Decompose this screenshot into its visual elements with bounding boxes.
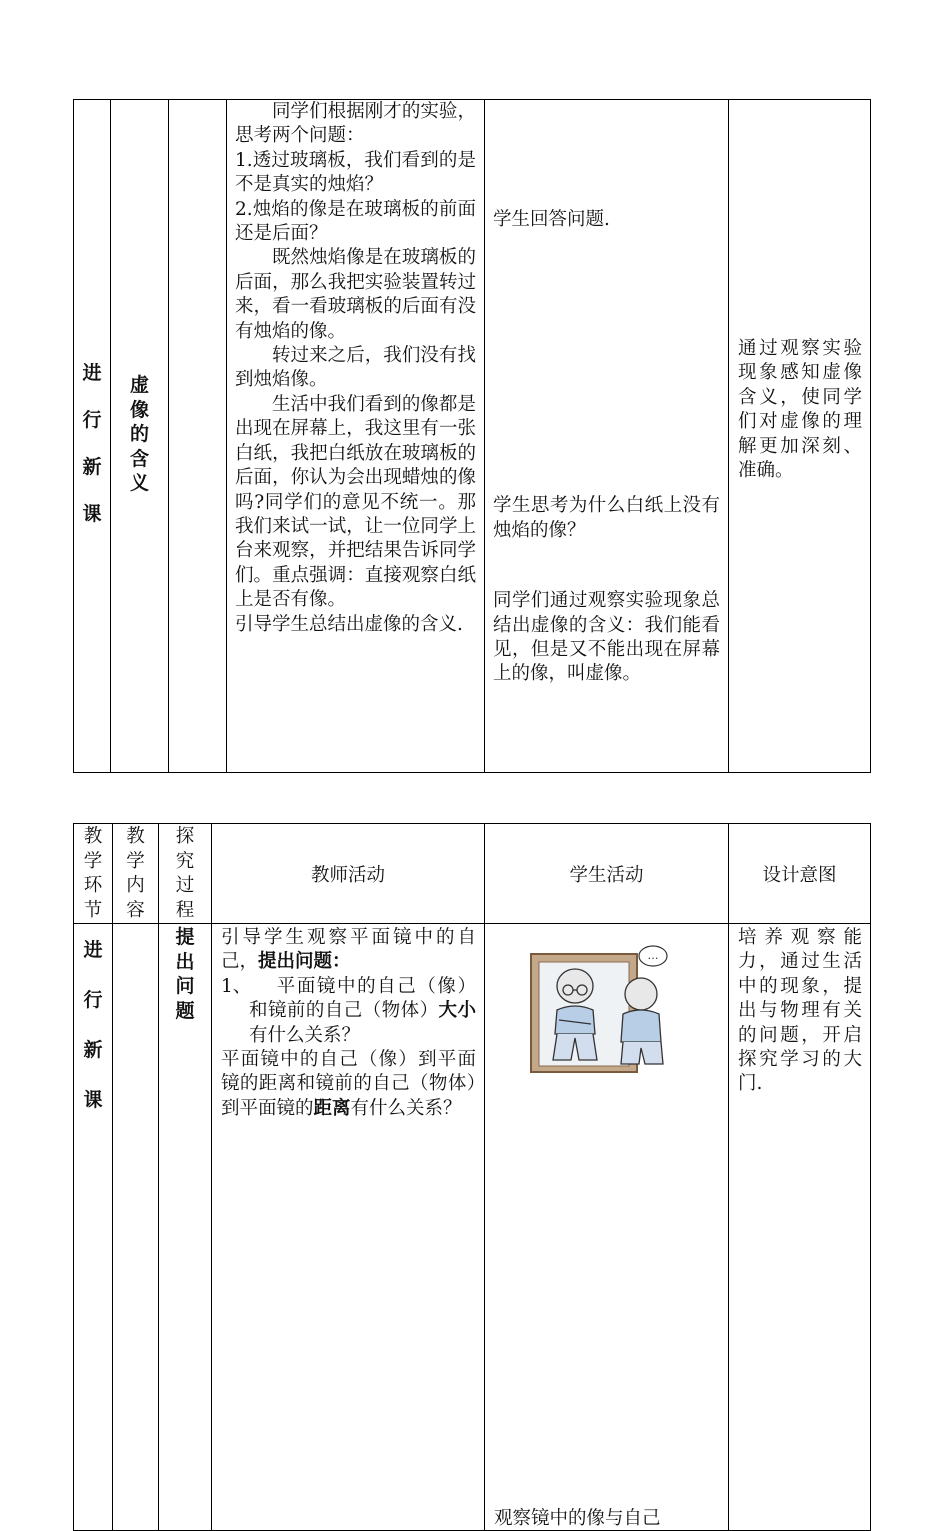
speech-bubble-text: … [647,949,659,962]
student-activity-cell [485,100,729,773]
teacher-activity [212,924,484,1121]
teacher-para-text: 平面镜中的自己（像）到平面镜的距离和镜前的自己（物体）到平面镜的 [221,1049,476,1119]
teacher-paragraph: 引导学生总结出虚像的含义. [235,613,463,635]
person-figure [621,978,663,1064]
content-cell [111,100,169,773]
speech-bubble [639,946,667,966]
stage-text: 进行新课 [83,939,103,1111]
stage-label [74,924,112,1125]
process-label [159,924,211,1023]
header-process-text: 探究过程 [175,826,195,921]
stage-cell [74,924,113,1531]
header-stage-text: 教学环节 [83,826,103,921]
content-cell [113,924,159,1531]
teacher-paragraph: 转过来之后，我们没有找到烛焰像。 [235,345,476,391]
student-activity: 观察镜中的像与自己 [494,1508,661,1529]
header-teacher: 教师活动 [212,824,485,924]
content-text: 虚像的含义 [129,374,149,494]
teacher-intro [221,926,476,975]
student-activity-cell [485,924,729,1531]
process-cell [169,100,227,773]
teacher-para-2 [221,1048,476,1121]
header-stage [74,824,113,924]
teacher-item-text-end: 有什么关系？ [249,1024,361,1046]
teacher-activity-cell [212,924,485,1531]
student-activity [485,208,728,687]
process-text: 提出问题 [175,926,195,1022]
teacher-paragraph: 同学们根据刚才的实验，思考两个问题： [235,101,476,147]
header-design: 设计意图 [729,824,871,924]
student-item: 学生回答问题. [493,209,610,230]
teacher-paragraph: 2.烛焰的像是在玻璃板的前面还是后面？ [235,198,476,245]
student-item: 同学们通过观察实验现象总结出虚像的含义：我们能看见，但是又不能出现在屏幕上的像，叫虚像。 [493,590,720,685]
stage-label [74,100,110,538]
teacher-item-bold: 大小 [438,1000,476,1022]
stage-cell [74,100,111,773]
header-student: 学生活动 [485,824,729,924]
design-intent: 通过观察实验现象感知虚像含义，使同学们对虚像的理解更加深刻、准确。 [738,338,862,482]
teacher-paragraph: 1.透过玻璃板，我们看到的是不是真实的烛焰？ [235,149,476,196]
content-label [111,100,168,496]
stage-text: 进行新课 [82,362,102,525]
teacher-paragraph: 生活中我们看到的像都是出现在屏幕上，我这里有一张白纸，我把白纸放在玻璃板的后面，你认为会出现蜡烛的像吗?同学们的意见不统一。那我们来试一试，让一位同学上台来观察，并把结果告诉同学们。重点强调：直接观察白纸上是否有像。 [235,393,476,611]
header-stage-label [74,824,112,923]
lesson-table-raise-question [73,823,871,1531]
teacher-item-body [249,975,476,1048]
teacher-item-1 [221,975,476,1048]
teacher-item-text: 平面镜中的自己（像）和镜前的自己（物体） [249,975,476,1022]
header-content [113,824,159,924]
design-intent: 培养观察能力，通过生活中的现象，提出与物理有关的问题，开启探究学习的大门. [738,927,862,1095]
lesson-table-virtual-image [73,99,871,773]
teacher-para-bold: 距离 [313,1097,351,1119]
teacher-paragraph: 既然烛焰像是在玻璃板的后面，那么我把实验装置转过来，看一看玻璃板的后面有没有烛焰的像。 [235,247,476,342]
teacher-activity [227,100,484,637]
design-intent-cell [729,100,871,773]
teacher-activity-cell [227,100,485,773]
teacher-para-text-end: 有什么关系？ [350,1097,462,1119]
header-content-text: 教学内容 [126,826,145,921]
teacher-item-number: 1、 [221,975,252,997]
header-process [159,824,212,924]
process-cell [159,924,212,1531]
header-content-label [113,824,158,923]
design-intent-cell [729,924,871,1531]
mirror-cartoon-illustration [523,938,693,1078]
teacher-intro-bold: 提出问题： [258,951,351,973]
student-item: 学生思考为什么白纸上没有烛焰的像？ [493,495,720,541]
teacher-intro-text: 引导学生观察平面镜中的自己， [221,927,476,973]
header-process-label [159,824,211,923]
